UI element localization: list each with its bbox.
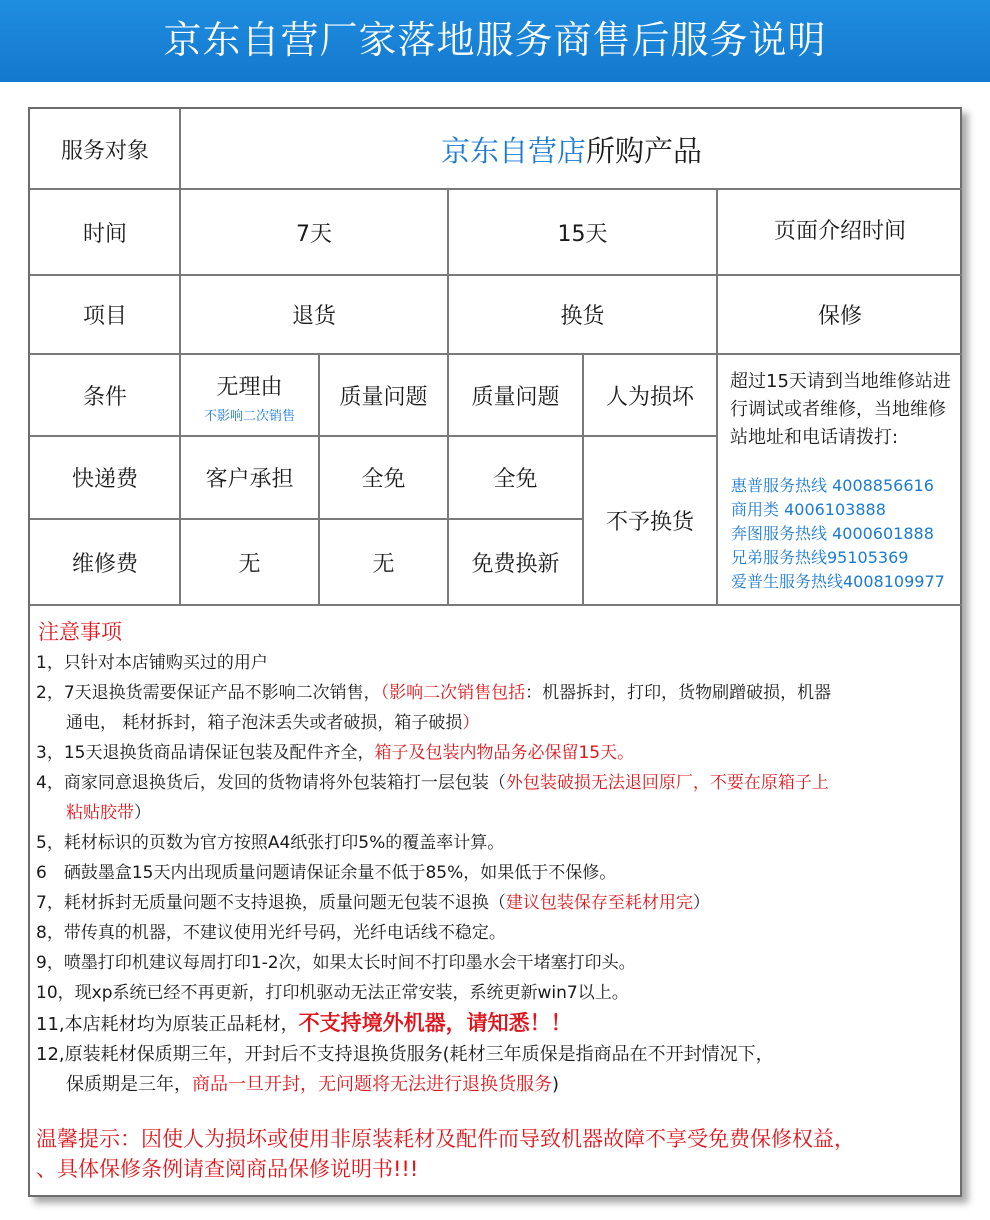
note-7-text: 7，耗材拆封无质量问题不支持退换，质量问题无包装不退换（ bbox=[36, 893, 506, 913]
note-2-cont bbox=[66, 708, 479, 738]
note-4-text: 4，商家同意退换货后，发回的货物请将外包装箱打一层包装（ bbox=[36, 773, 506, 793]
condition-quality-exchange: 质量问题 bbox=[471, 384, 560, 410]
notes-title: 注意事项 bbox=[38, 620, 122, 644]
condition-label: 条件 bbox=[82, 384, 127, 410]
note-4-highlight-cont: 粘贴胶带 bbox=[66, 803, 134, 823]
item-exchange: 换货 bbox=[560, 304, 605, 329]
repair-fee-label: 维修费 bbox=[71, 551, 138, 577]
repair-fee-free-new: 免费换新 bbox=[471, 551, 560, 577]
note-2-list-cont: 通电， 耗材拆封，箱子泡沫丢失或者破损，箱子破损 bbox=[66, 713, 463, 733]
note-2-highlight: （影响二次销售包括 bbox=[380, 683, 526, 703]
item-repair: 保修 bbox=[817, 304, 862, 329]
service-target-label: 服务对象 bbox=[60, 138, 149, 164]
condition-no-reason-text: 无理由 bbox=[216, 375, 283, 400]
repair-fee-none-2: 无 bbox=[372, 551, 395, 577]
header-banner bbox=[0, 0, 990, 82]
note-7-highlight: 建议包装保存至耗材用完 bbox=[505, 893, 693, 913]
condition-human-damage: 人为损坏 bbox=[605, 384, 694, 410]
note-2 bbox=[36, 678, 831, 708]
note-1: 1，只针对本店铺购买过的用户 bbox=[36, 653, 268, 673]
condition-no-reason-note: 不影响二次销售 bbox=[203, 409, 295, 424]
note-4-highlight: 外包装破损无法退回原厂，不要在原箱子上 bbox=[505, 773, 829, 793]
condition-no-reason bbox=[181, 355, 318, 435]
note-8: 8，带传真的机器，不建议使用光纤号码，光纤电话线不稳定。 bbox=[36, 923, 506, 943]
note-5: 5，耗材标识的页数为官方按照A4纸张打印5%的覆盖率计算。 bbox=[36, 833, 505, 853]
phone-brother: 兄弟服务热线95105369 bbox=[731, 548, 909, 567]
time-label: 时间 bbox=[82, 221, 127, 247]
shipping-customer: 客户承担 bbox=[205, 467, 294, 492]
note-12-cont bbox=[66, 1070, 559, 1100]
note-2-text: 2，7天退换货需要保证产品不影响二次销售， bbox=[36, 683, 381, 703]
note-2-close: ） bbox=[462, 713, 480, 733]
note-11 bbox=[36, 1008, 572, 1040]
phone-pantum: 奔图服务热线 4000601888 bbox=[731, 524, 934, 543]
note-4-cont bbox=[66, 798, 151, 828]
note-3-text: 3，15天退换货商品请保证包装及配件齐全， bbox=[36, 743, 375, 763]
time-15-days: 15天 bbox=[557, 221, 608, 247]
note-7-close: ） bbox=[692, 893, 710, 913]
shipping-free-exchange: 全免 bbox=[493, 467, 538, 492]
phone-epson: 爱普生服务热线4008109977 bbox=[731, 572, 945, 591]
item-return: 退货 bbox=[291, 304, 336, 329]
warm-tip-line-2: 、具体保修条例请查阅商品保修说明书!!! bbox=[36, 1157, 419, 1181]
condition-quality-return: 质量问题 bbox=[339, 384, 428, 410]
note-4 bbox=[36, 768, 829, 798]
note-11-text: 11,本店耗材均为原装正品耗材， bbox=[36, 1014, 299, 1035]
row-divider bbox=[30, 604, 962, 606]
shipping-free-return: 全免 bbox=[361, 467, 406, 492]
item-label: 项目 bbox=[82, 304, 127, 329]
note-11-highlight: 不支持境外机器，请知悉！！ bbox=[298, 1011, 572, 1035]
phone-commercial: 商用类 4006103888 bbox=[731, 500, 886, 519]
note-3-highlight: 箱子及包装内物品务必保留15天。 bbox=[374, 743, 635, 763]
note-12: 12,原装耗材保质期三年，开封后不支持退换货服务(耗材三年质保是指商品在不开封情况下， bbox=[36, 1044, 774, 1065]
note-12-highlight: 商品一旦开封，无问题将无法进行退换货服务 bbox=[192, 1074, 552, 1095]
note-4-close: ） bbox=[134, 803, 151, 823]
no-exchange: 不予换货 bbox=[605, 510, 694, 535]
service-target-value bbox=[181, 110, 962, 188]
note-9: 9，喷墨打印机建议每周打印1-2次，如果太长时间不打印墨水会干堵塞打印头。 bbox=[36, 953, 636, 973]
note-12-close: ) bbox=[552, 1074, 560, 1095]
note-6: 6 硒鼓墨盒15天内出现质量问题请保证余量不低于85%，如果低于不保修。 bbox=[36, 863, 617, 883]
note-3 bbox=[36, 738, 634, 768]
repair-fee-none-1: 无 bbox=[238, 551, 261, 577]
time-7-days: 7天 bbox=[296, 221, 332, 247]
warm-tip-line-1: 温馨提示：因使人为损坏或使用非原装耗材及配件而导致机器故障不享受免费保修权益， bbox=[36, 1127, 855, 1151]
phone-hp: 惠普服务热线 4008856616 bbox=[731, 476, 934, 495]
repair-info-text: 超过15天请到当地维修站进行调试或者维修，当地维修站地址和电话请拨打: bbox=[730, 371, 951, 448]
page-title: 京东自营厂家落地服务商售后服务说明 bbox=[163, 18, 827, 62]
note-12-text: 保质期是三年， bbox=[66, 1074, 192, 1095]
note-7 bbox=[36, 888, 710, 918]
shipping-label: 快递费 bbox=[71, 467, 138, 492]
time-page-intro: 页面介绍时间 bbox=[773, 218, 906, 244]
service-target-store: 京东自营店 bbox=[440, 133, 586, 168]
service-target-products: 所购产品 bbox=[586, 133, 703, 168]
note-10: 10，现xp系统已经不再更新，打印机驱动无法正常安装，系统更新win7以上。 bbox=[36, 983, 629, 1003]
note-2-list: ：机器拆封，打印，货物刷蹭破损，机器 bbox=[525, 683, 832, 703]
